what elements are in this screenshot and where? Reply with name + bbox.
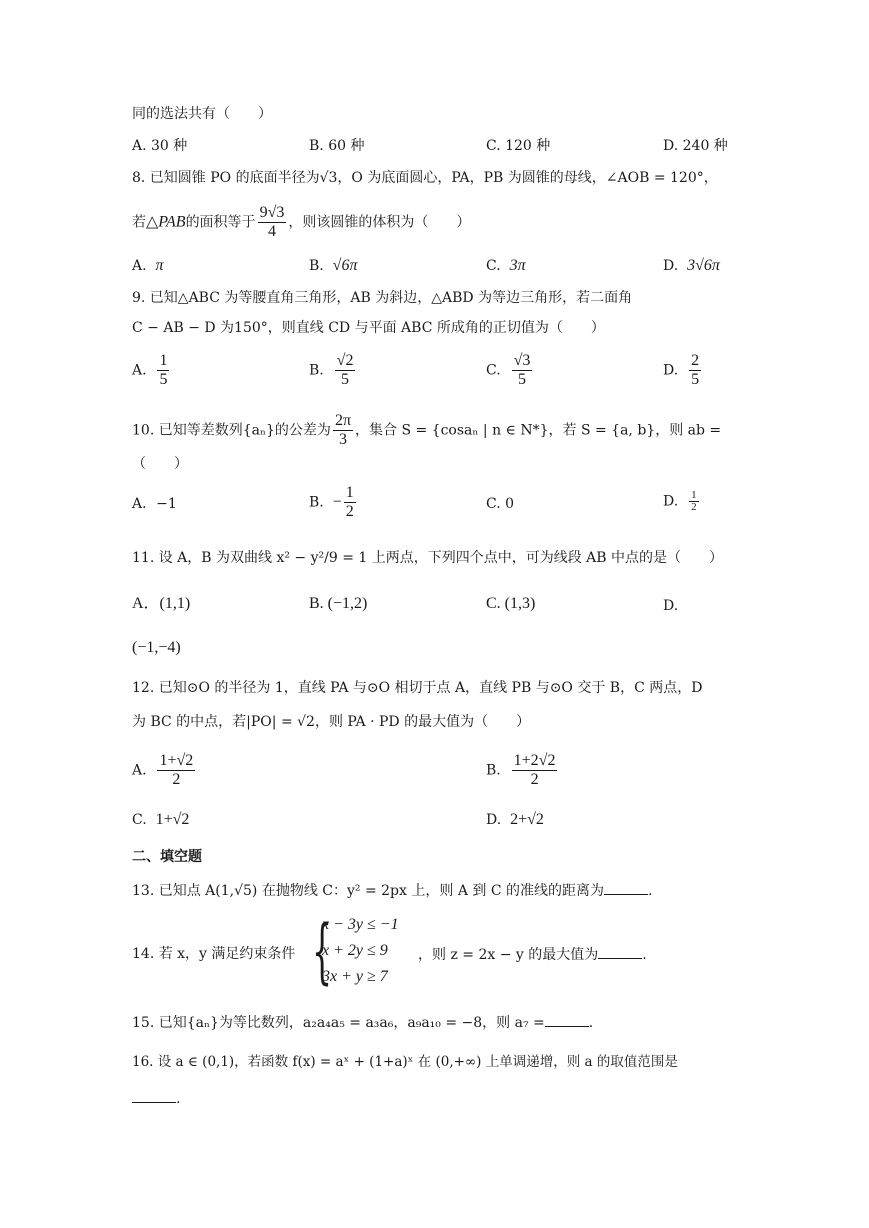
q14-pre: 14. 若 x，y 满足约束条件 [132,946,296,962]
q12-line2: 为 BC 的中点，若|PO| = √2，则 PA · PD 的最大值为（ ） [132,714,531,730]
q8-option-b: B. √6π [309,257,358,274]
q7-option-c: C. 120 种 [486,138,551,154]
q9-option-d: D. $\frac{2}{5}$ [663,352,700,388]
q12-option-b: B. $\frac{1+2√2}{2}$ [486,752,556,788]
q14-constraint-1: x − 3y ≤ −1 [322,916,399,933]
q14-answer-blank [598,944,642,959]
q14-constraint-3: 3x + y ≥ 7 [322,968,388,985]
q9-option-c: C. $\frac{√3}{5}$ [486,352,531,388]
q16-blank-line: . [132,1088,180,1109]
q10-line1: 10. 已知等差数列{aₙ}的公差为 $\frac{2\pi}{3}$ ，集合 S = {cosaₙ | n ∈ N*}，若 S = {a, b}，则 ab = [132,412,722,448]
q8-option-d: D. 3√6π [663,257,720,274]
q13-text: 13. 已知点 A(1,√5) 在抛物线 C：y² = 2px 上，则 A 到 C 的准线的距离为 . [132,880,652,901]
q14-post: ，则 z = 2x − y 的最大值为 . [418,944,647,965]
q9-line2: C − AB − D 为150°，则直线 CD 与平面 ABC 所成角的正切值为（ ） [132,320,605,336]
q12-option-d: D. 2+√2 [486,811,544,828]
q15-text: 15. 已知{aₙ}为等比数列，a₂a₄a₅ = a₃a₆，a₉a₁₀ = −8，则 a₇ = . [132,1012,593,1033]
q14-constraint-2: x + 2y ≤ 9 [322,942,388,959]
q7-option-d: D. 240 种 [663,138,728,154]
q10-option-a: A．−1 [132,496,177,512]
q11-option-b: B. (−1,2) [309,595,368,612]
q11-option-a: A．(1,1) [132,595,191,612]
q7-option-b: B. 60 种 [309,138,365,154]
q7-text: 同的选法共有（ ） [132,106,272,122]
q12-option-a: A. $\frac{1+√2}{2}$ [132,752,194,788]
q8-option-c: C. 3π [486,257,526,274]
q8-option-a: A. π [132,257,164,274]
q9-option-b: B. $\frac{√2}{5}$ [309,352,354,388]
q11-line1: 11. 设 A，B 为双曲线 x² − y²/9 = 1 上两点，下列四个点中，可为线段 AB 中点的是（ ） [132,550,724,566]
q10-option-b: B. − $\frac{1}{2}$ [309,484,354,520]
q10-option-d: D. $\frac{1}{2}$ [663,489,697,513]
q10-option-c: C. 0 [486,496,515,512]
q14-constraint-system: { x − 3y ≤ −1 x + 2y ≤ 9 3x + y ≥ 7 [312,910,399,992]
q9-option-a: A. $\frac{1}{5}$ [132,352,168,388]
q11-option-c: C. (1,3) [486,595,536,612]
q11-option-d: D. [663,598,679,614]
q12-option-c: C. 1+√2 [132,811,190,828]
q8-line2: 若△PAB的面积等于 $\frac{9√3}{4}$ ，则该圆锥的体积为（ ） [132,204,471,240]
q13-answer-blank [604,880,648,895]
q12-line1: 12. 已知⊙O 的半径为 1，直线 PA 与⊙O 相切于点 A，直线 PB 与⊙O 交于 B，C 两点，D [132,680,703,696]
q15-answer-blank [545,1012,589,1027]
section-heading-fill-in: 二、填空题 [132,849,202,865]
q7-option-a: A. 30 种 [132,138,188,154]
q11-option-d-value: (−1,−4) [132,639,181,656]
q8-line1: 8. 已知圆锥 PO 的底面半径为√3，O 为底面圆心，PA，PB 为圆锥的母线，∠AOB = 120°， [132,170,718,186]
q10-line2: （ ） [132,456,188,472]
q16-answer-blank [132,1088,176,1103]
q9-line1: 9. 已知△ABC 为等腰直角三角形，AB 为斜边，△ABD 为等边三角形，若二面角 [132,290,633,306]
q16-text: 16. 设 a ∈ (0,1)，若函数 f(x) = aˣ + (1+a)ˣ 在 (0,+∞) 上单调递增，则 a 的取值范围是 [132,1054,678,1070]
